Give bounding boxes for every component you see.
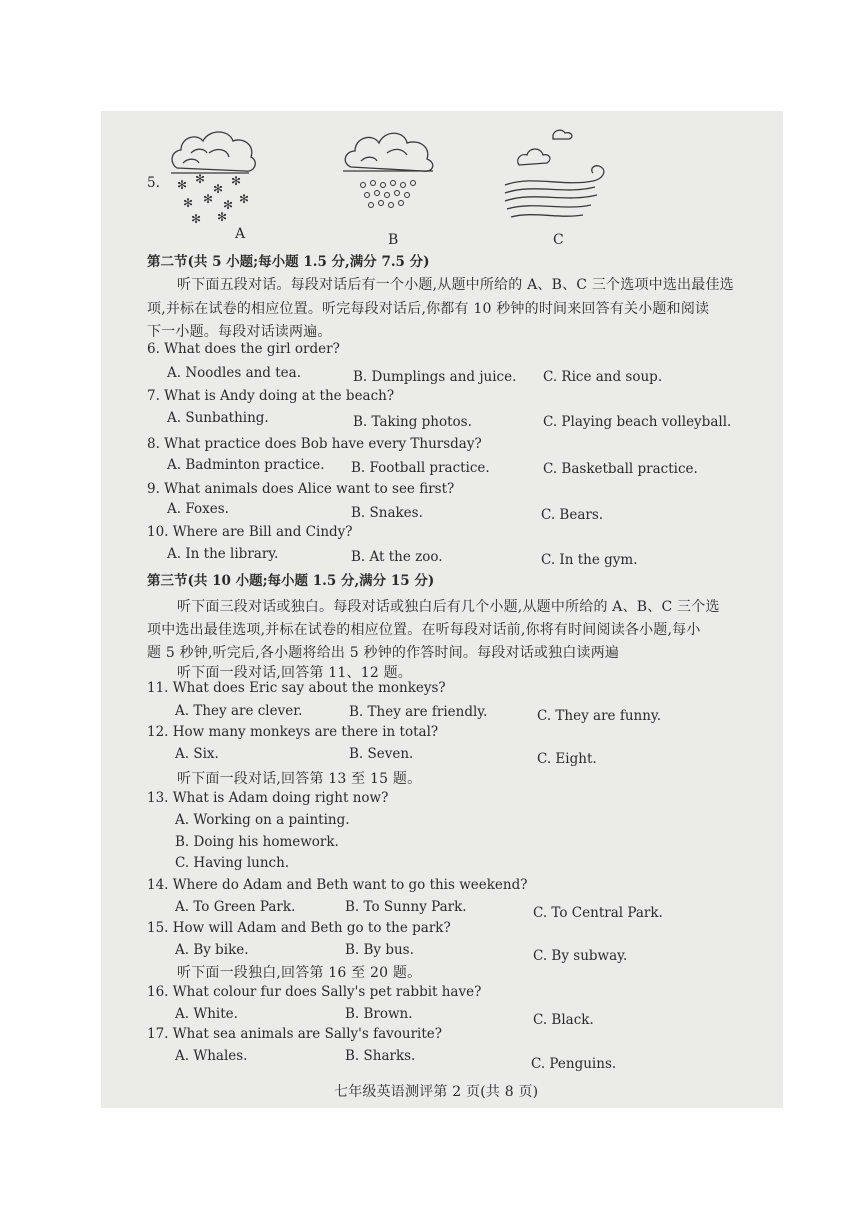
option-c-label: C xyxy=(553,232,564,248)
question-12: 12. How many monkeys are there in total? xyxy=(147,724,439,740)
question-7: 7. What is Andy doing at the beach? xyxy=(147,388,395,404)
exam-page xyxy=(101,111,783,1108)
question-13-option-b: B. Doing his homework. xyxy=(175,834,339,850)
question-11-option-b: B. They are friendly. xyxy=(349,704,488,720)
svg-text:✻: ✻ xyxy=(217,210,228,224)
question-7-option-c: C. Playing beach volleyball. xyxy=(543,414,732,430)
section-3-instructions-line-1: 听下面三段对话或独白。每段对话或独白后有几个小题,从题中所给的 A、B、C 三个选 xyxy=(177,599,720,615)
question-17: 17. What sea animals are Sally's favourite? xyxy=(147,1026,442,1042)
question-7-option-a: A. Sunbathing. xyxy=(167,410,269,426)
question-14: 14. Where do Adam and Beth want to go this weekend? xyxy=(147,877,528,893)
question-17-option-a: A. Whales. xyxy=(175,1048,248,1064)
svg-text:✻: ✻ xyxy=(223,198,234,212)
section-3-intro-2: 听下面一段对话,回答第 13 至 15 题。 xyxy=(177,771,422,787)
question-9: 9. What animals does Alice want to see first? xyxy=(147,481,455,497)
page-footer: 七年级英语测评第 2 页(共 8 页) xyxy=(334,1084,539,1100)
svg-text:✻: ✻ xyxy=(177,178,188,192)
question-5-number: 5. xyxy=(147,175,160,191)
question-7-option-b: B. Taking photos. xyxy=(353,414,472,430)
section-2-instructions-line-1: 听下面五段对话。每段对话后有一个小题,从题中所给的 A、B、C 三个选项中选出最佳选 xyxy=(177,277,734,293)
question-15-option-b: B. By bus. xyxy=(345,942,414,958)
question-15-option-c: C. By subway. xyxy=(533,948,628,964)
question-9-option-a: A. Foxes. xyxy=(167,501,229,517)
question-17-option-c: C. Penguins. xyxy=(531,1056,617,1072)
question-16-option-b: B. Brown. xyxy=(345,1006,413,1022)
question-16: 16. What colour fur does Sally's pet rabbit have? xyxy=(147,984,482,1000)
section-2-instructions-line-2: 项,并标在试卷的相应位置。听完每段对话后,你都有 10 秒钟的时间来回答有关小题和阅读 xyxy=(147,301,710,317)
svg-text:✻: ✻ xyxy=(231,174,242,188)
section-3-intro-1: 听下面一段对话,回答第 11、12 题。 xyxy=(177,665,412,681)
svg-text:✻: ✻ xyxy=(239,192,250,206)
question-10-option-c: C. In the gym. xyxy=(541,552,638,568)
question-13-option-c: C. Having lunch. xyxy=(175,855,290,871)
question-10-option-a: A. In the library. xyxy=(167,546,279,562)
svg-text:✻: ✻ xyxy=(183,196,194,210)
question-6-option-c: C. Rice and soup. xyxy=(543,369,663,385)
question-11-option-c: C. They are funny. xyxy=(537,708,662,724)
section-2-title: 第二节(共 5 小题;每小题 1.5 分,满分 7.5 分) xyxy=(147,254,430,270)
option-a-label: A xyxy=(235,226,246,242)
question-10-option-b: B. At the zoo. xyxy=(351,549,443,565)
svg-text:✻: ✻ xyxy=(191,212,202,226)
question-11: 11. What does Eric say about the monkeys? xyxy=(147,680,446,696)
question-14-option-b: B. To Sunny Park. xyxy=(345,899,467,915)
question-16-option-a: A. White. xyxy=(175,1006,238,1022)
snow-cloud-icon xyxy=(169,123,259,228)
question-12-option-a: A. Six. xyxy=(175,746,219,762)
question-15-option-a: A. By bike. xyxy=(175,942,249,958)
question-13: 13. What is Adam doing right now? xyxy=(147,790,389,806)
question-15: 15. How will Adam and Beth go to the park? xyxy=(147,920,451,936)
section-3-instructions-line-2: 项中选出最佳选项,并标在试卷的相应位置。在听每段对话前,你将有时间阅读各小题,每小 xyxy=(147,622,701,638)
question-8: 8. What practice does Bob have every Thursday? xyxy=(147,436,482,452)
question-16-option-c: C. Black. xyxy=(533,1012,594,1028)
section-3-instructions-line-3: 题 5 秒钟,听完后,各小题将给出 5 秒钟的作答时间。每段对话或独白读两遍 xyxy=(147,645,620,661)
question-12-option-c: C. Eight. xyxy=(537,751,597,767)
question-6-option-b: B. Dumplings and juice. xyxy=(353,369,517,385)
question-6: 6. What does the girl order? xyxy=(147,341,340,357)
section-3-title: 第三节(共 10 小题;每小题 1.5 分,满分 15 分) xyxy=(147,573,435,589)
svg-text:✻: ✻ xyxy=(203,192,214,206)
option-b-label: B xyxy=(388,232,399,248)
question-17-option-b: B. Sharks. xyxy=(345,1048,416,1064)
question-10: 10. Where are Bill and Cindy? xyxy=(147,524,353,540)
svg-text:✻: ✻ xyxy=(195,172,206,186)
question-14-option-c: C. To Central Park. xyxy=(533,905,663,921)
question-8-option-c: C. Basketball practice. xyxy=(543,461,698,477)
question-8-option-b: B. Football practice. xyxy=(351,460,490,476)
question-9-option-b: B. Snakes. xyxy=(351,505,423,521)
wind-icon xyxy=(503,125,613,225)
question-9-option-c: C. Bears. xyxy=(541,507,604,523)
rain-cloud-icon xyxy=(341,125,441,220)
section-3-intro-3: 听下面一段独白,回答第 16 至 20 题。 xyxy=(177,965,422,981)
question-14-option-a: A. To Green Park. xyxy=(175,899,296,915)
question-12-option-b: B. Seven. xyxy=(349,746,414,762)
svg-text:✻: ✻ xyxy=(213,182,224,196)
question-11-option-a: A. They are clever. xyxy=(175,703,303,719)
question-8-option-a: A. Badminton practice. xyxy=(167,457,325,473)
question-6-option-a: A. Noodles and tea. xyxy=(167,365,301,381)
question-13-option-a: A. Working on a painting. xyxy=(175,812,350,828)
section-2-instructions-line-3: 下一小题。每段对话读两遍。 xyxy=(147,324,332,340)
